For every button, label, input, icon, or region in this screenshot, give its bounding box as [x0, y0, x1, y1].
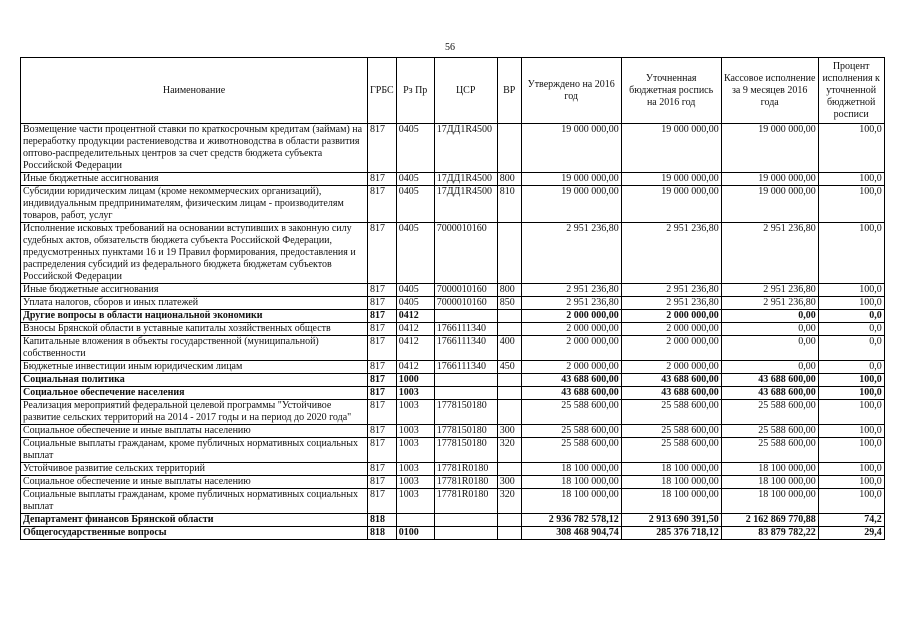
cell-approved: 2 000 000,00 [521, 323, 621, 336]
cell-rzpr: 1003 [396, 387, 434, 400]
cell-csr: 17781R0180 [434, 463, 497, 476]
cell-percent: 100,0 [818, 463, 884, 476]
cell-name: Общегосударственные вопросы [21, 527, 368, 540]
cell-percent: 100,0 [818, 438, 884, 463]
table-row [21, 186, 885, 223]
cell-csr: 1778150180 [434, 425, 497, 438]
cell-vr [497, 463, 521, 476]
cell-csr [434, 374, 497, 387]
cell-grbs: 817 [368, 361, 397, 374]
cell-percent: 29,4 [818, 527, 884, 540]
table-body [21, 124, 885, 540]
cell-vr: 300 [497, 476, 521, 489]
cell-grbs: 817 [368, 438, 397, 463]
cell-refined: 2 000 000,00 [621, 336, 721, 361]
cell-csr: 7000010160 [434, 284, 497, 297]
cell-rzpr: 1003 [396, 438, 434, 463]
table-row [21, 514, 885, 527]
table-row [21, 336, 885, 361]
cell-cash: 2 951 236,80 [721, 297, 818, 310]
cell-refined: 2 000 000,00 [621, 310, 721, 323]
cell-grbs: 817 [368, 425, 397, 438]
cell-rzpr: 0412 [396, 323, 434, 336]
cell-percent: 100,0 [818, 186, 884, 223]
table-row [21, 297, 885, 310]
table-row [21, 438, 885, 463]
header-row [21, 58, 885, 124]
cell-name: Реализация мероприятий федеральной целевой программы "Устойчивое развитие сельских территорий на 2014 - 2017 годы и на период до 2020 года" [21, 400, 368, 425]
cell-percent: 100,0 [818, 489, 884, 514]
cell-cash: 43 688 600,00 [721, 374, 818, 387]
cell-grbs: 817 [368, 400, 397, 425]
cell-approved: 2 000 000,00 [521, 336, 621, 361]
cell-percent: 100,0 [818, 297, 884, 310]
cell-percent: 74,2 [818, 514, 884, 527]
cell-rzpr: 0412 [396, 361, 434, 374]
cell-approved: 2 000 000,00 [521, 310, 621, 323]
cell-cash: 43 688 600,00 [721, 387, 818, 400]
cell-grbs: 817 [368, 323, 397, 336]
cell-rzpr: 1003 [396, 400, 434, 425]
cell-csr: 17ДД1R4500 [434, 173, 497, 186]
table-row [21, 400, 885, 425]
cell-refined: 18 100 000,00 [621, 476, 721, 489]
cell-name: Другие вопросы в области национальной экономики [21, 310, 368, 323]
cell-grbs: 817 [368, 297, 397, 310]
table-row [21, 124, 885, 173]
cell-cash: 0,00 [721, 310, 818, 323]
cell-vr: 810 [497, 186, 521, 223]
cell-name: Социальные выплаты гражданам, кроме публичных нормативных социальных выплат [21, 489, 368, 514]
cell-refined: 19 000 000,00 [621, 173, 721, 186]
col-header-cash: Кассовое исполнение за 9 месяцев 2016 года [721, 58, 818, 124]
table-row [21, 310, 885, 323]
cell-rzpr: 0412 [396, 310, 434, 323]
cell-csr: 1778150180 [434, 400, 497, 425]
cell-grbs: 817 [368, 173, 397, 186]
cell-percent: 0,0 [818, 361, 884, 374]
cell-percent: 0,0 [818, 310, 884, 323]
cell-rzpr: 0412 [396, 336, 434, 361]
cell-refined: 25 588 600,00 [621, 425, 721, 438]
cell-refined: 2 951 236,80 [621, 223, 721, 284]
table-row [21, 223, 885, 284]
cell-approved: 19 000 000,00 [521, 124, 621, 173]
cell-cash: 0,00 [721, 323, 818, 336]
cell-grbs: 817 [368, 463, 397, 476]
cell-cash: 25 588 600,00 [721, 425, 818, 438]
cell-name: Взносы Брянской области в уставные капиталы хозяйственных обществ [21, 323, 368, 336]
cell-cash: 25 588 600,00 [721, 400, 818, 425]
table-row [21, 425, 885, 438]
cell-approved: 25 588 600,00 [521, 438, 621, 463]
col-header-refined: Уточненная бюджетная роспись на 2016 год [621, 58, 721, 124]
cell-approved: 18 100 000,00 [521, 463, 621, 476]
cell-csr [434, 527, 497, 540]
cell-rzpr: 1003 [396, 463, 434, 476]
col-header-csr: ЦСР [434, 58, 497, 124]
cell-percent: 100,0 [818, 124, 884, 173]
cell-refined: 2 951 236,80 [621, 297, 721, 310]
cell-refined: 43 688 600,00 [621, 387, 721, 400]
cell-vr: 450 [497, 361, 521, 374]
cell-name: Социальная политика [21, 374, 368, 387]
cell-percent: 100,0 [818, 284, 884, 297]
cell-approved: 2 951 236,80 [521, 284, 621, 297]
cell-cash: 18 100 000,00 [721, 463, 818, 476]
cell-name: Капитальные вложения в объекты государственной (муниципальной) собственности [21, 336, 368, 361]
cell-cash: 19 000 000,00 [721, 186, 818, 223]
cell-refined: 2 951 236,80 [621, 284, 721, 297]
cell-cash: 2 951 236,80 [721, 223, 818, 284]
cell-name: Департамент финансов Брянской области [21, 514, 368, 527]
cell-csr: 1778150180 [434, 438, 497, 463]
cell-refined: 25 588 600,00 [621, 400, 721, 425]
table-row [21, 476, 885, 489]
cell-name: Социальные выплаты гражданам, кроме публичных нормативных социальных выплат [21, 438, 368, 463]
cell-vr: 320 [497, 438, 521, 463]
table-row [21, 527, 885, 540]
cell-refined: 18 100 000,00 [621, 489, 721, 514]
cell-grbs: 817 [368, 186, 397, 223]
cell-grbs: 817 [368, 336, 397, 361]
cell-percent: 100,0 [818, 425, 884, 438]
cell-rzpr: 0405 [396, 124, 434, 173]
cell-vr [497, 527, 521, 540]
cell-percent: 100,0 [818, 400, 884, 425]
cell-grbs: 817 [368, 284, 397, 297]
cell-approved: 19 000 000,00 [521, 173, 621, 186]
cell-csr: 7000010160 [434, 223, 497, 284]
cell-rzpr: 1003 [396, 489, 434, 514]
col-header-vr: ВР [497, 58, 521, 124]
cell-csr [434, 514, 497, 527]
cell-csr: 17ДД1R4500 [434, 124, 497, 173]
cell-csr [434, 387, 497, 400]
cell-approved: 2 936 782 578,12 [521, 514, 621, 527]
cell-refined: 18 100 000,00 [621, 463, 721, 476]
cell-vr [497, 310, 521, 323]
cell-vr: 320 [497, 489, 521, 514]
cell-refined: 19 000 000,00 [621, 124, 721, 173]
col-header-approved: Утверждено на 2016 год [521, 58, 621, 124]
cell-grbs: 817 [368, 124, 397, 173]
cell-name: Иные бюджетные ассигнования [21, 284, 368, 297]
cell-grbs: 818 [368, 527, 397, 540]
cell-approved: 18 100 000,00 [521, 476, 621, 489]
table-row [21, 489, 885, 514]
cell-cash: 2 951 236,80 [721, 284, 818, 297]
cell-refined: 43 688 600,00 [621, 374, 721, 387]
cell-grbs: 817 [368, 476, 397, 489]
cell-rzpr: 0405 [396, 186, 434, 223]
cell-rzpr [396, 514, 434, 527]
cell-vr [497, 374, 521, 387]
cell-csr: 17781R0180 [434, 476, 497, 489]
cell-rzpr: 0405 [396, 284, 434, 297]
cell-name: Возмещение части процентной ставки по краткосрочным кредитам (займам) на переработку продукции растениеводства и животноводства в области развития оптово-распределительных центров за счет средств бюджета субъекта Российской Федерации [21, 124, 368, 173]
cell-csr: 17ДД1R4500 [434, 186, 497, 223]
col-header-grbs: ГРБС [368, 58, 397, 124]
cell-name: Иные бюджетные ассигнования [21, 173, 368, 186]
cell-vr [497, 400, 521, 425]
cell-approved: 2 951 236,80 [521, 223, 621, 284]
cell-refined: 25 588 600,00 [621, 438, 721, 463]
cell-rzpr: 1003 [396, 425, 434, 438]
table-row [21, 284, 885, 297]
cell-vr [497, 514, 521, 527]
cell-percent: 100,0 [818, 223, 884, 284]
cell-vr: 850 [497, 297, 521, 310]
table-row [21, 463, 885, 476]
cell-grbs: 817 [368, 387, 397, 400]
cell-cash: 25 588 600,00 [721, 438, 818, 463]
cell-refined: 2 913 690 391,50 [621, 514, 721, 527]
cell-grbs: 817 [368, 489, 397, 514]
cell-grbs: 817 [368, 223, 397, 284]
cell-cash: 83 879 782,22 [721, 527, 818, 540]
table-row [21, 323, 885, 336]
cell-csr: 1766111340 [434, 323, 497, 336]
cell-rzpr: 0405 [396, 297, 434, 310]
cell-name: Субсидии юридическим лицам (кроме некоммерческих организаций), индивидуальным предпринимателям, физическим лицам - производителям товаров, работ, услуг [21, 186, 368, 223]
cell-csr: 7000010160 [434, 297, 497, 310]
cell-refined: 2 000 000,00 [621, 361, 721, 374]
cell-approved: 18 100 000,00 [521, 489, 621, 514]
cell-cash: 19 000 000,00 [721, 124, 818, 173]
cell-refined: 2 000 000,00 [621, 323, 721, 336]
cell-grbs: 818 [368, 514, 397, 527]
cell-name: Исполнение исковых требований на основании вступивших в законную силу судебных актов, обязательств бюджета субъекта Российской Федерации, предусмотренных пунктами 16 и 19 Правил формирования, предоставления и распределения субсидий из федерального бюджета бюджетам субъектов Российской Федерации [21, 223, 368, 284]
cell-cash: 19 000 000,00 [721, 173, 818, 186]
table-row [21, 387, 885, 400]
cell-vr: 800 [497, 173, 521, 186]
cell-rzpr: 1003 [396, 476, 434, 489]
cell-vr [497, 387, 521, 400]
budget-table [20, 57, 885, 540]
cell-vr [497, 223, 521, 284]
cell-approved: 308 468 904,74 [521, 527, 621, 540]
cell-approved: 2 000 000,00 [521, 361, 621, 374]
cell-cash: 18 100 000,00 [721, 476, 818, 489]
cell-name: Социальное обеспечение и иные выплаты населению [21, 425, 368, 438]
table-row [21, 361, 885, 374]
cell-vr: 300 [497, 425, 521, 438]
cell-cash: 0,00 [721, 336, 818, 361]
cell-name: Социальное обеспечение и иные выплаты населению [21, 476, 368, 489]
cell-approved: 43 688 600,00 [521, 387, 621, 400]
cell-approved: 25 588 600,00 [521, 425, 621, 438]
cell-vr [497, 323, 521, 336]
cell-grbs: 817 [368, 374, 397, 387]
cell-approved: 43 688 600,00 [521, 374, 621, 387]
cell-percent: 100,0 [818, 374, 884, 387]
cell-csr: 17781R0180 [434, 489, 497, 514]
cell-percent: 0,0 [818, 323, 884, 336]
cell-rzpr: 1000 [396, 374, 434, 387]
cell-name: Социальное обеспечение населения [21, 387, 368, 400]
cell-percent: 0,0 [818, 336, 884, 361]
cell-percent: 100,0 [818, 387, 884, 400]
cell-percent: 100,0 [818, 476, 884, 489]
cell-csr [434, 310, 497, 323]
cell-refined: 19 000 000,00 [621, 186, 721, 223]
cell-approved: 2 951 236,80 [521, 297, 621, 310]
cell-percent: 100,0 [818, 173, 884, 186]
col-header-rzpr: Рз Пр [396, 58, 434, 124]
cell-name: Бюджетные инвестиции иным юридическим лицам [21, 361, 368, 374]
cell-vr [497, 124, 521, 173]
cell-rzpr: 0100 [396, 527, 434, 540]
cell-cash: 2 162 869 770,88 [721, 514, 818, 527]
col-header-name: Наименование [21, 58, 368, 124]
cell-approved: 25 588 600,00 [521, 400, 621, 425]
table-row [21, 374, 885, 387]
cell-csr: 1766111340 [434, 361, 497, 374]
cell-approved: 19 000 000,00 [521, 186, 621, 223]
col-header-percent: Процент исполнения к уточненной бюджетной росписи [818, 58, 884, 124]
page-number: 56 [445, 42, 455, 53]
cell-csr: 1766111340 [434, 336, 497, 361]
cell-refined: 285 376 718,12 [621, 527, 721, 540]
cell-vr: 400 [497, 336, 521, 361]
cell-rzpr: 0405 [396, 223, 434, 284]
cell-vr: 800 [497, 284, 521, 297]
table-row [21, 173, 885, 186]
cell-cash: 18 100 000,00 [721, 489, 818, 514]
cell-name: Устойчивое развитие сельских территорий [21, 463, 368, 476]
cell-rzpr: 0405 [396, 173, 434, 186]
cell-grbs: 817 [368, 310, 397, 323]
cell-cash: 0,00 [721, 361, 818, 374]
cell-name: Уплата налогов, сборов и иных платежей [21, 297, 368, 310]
